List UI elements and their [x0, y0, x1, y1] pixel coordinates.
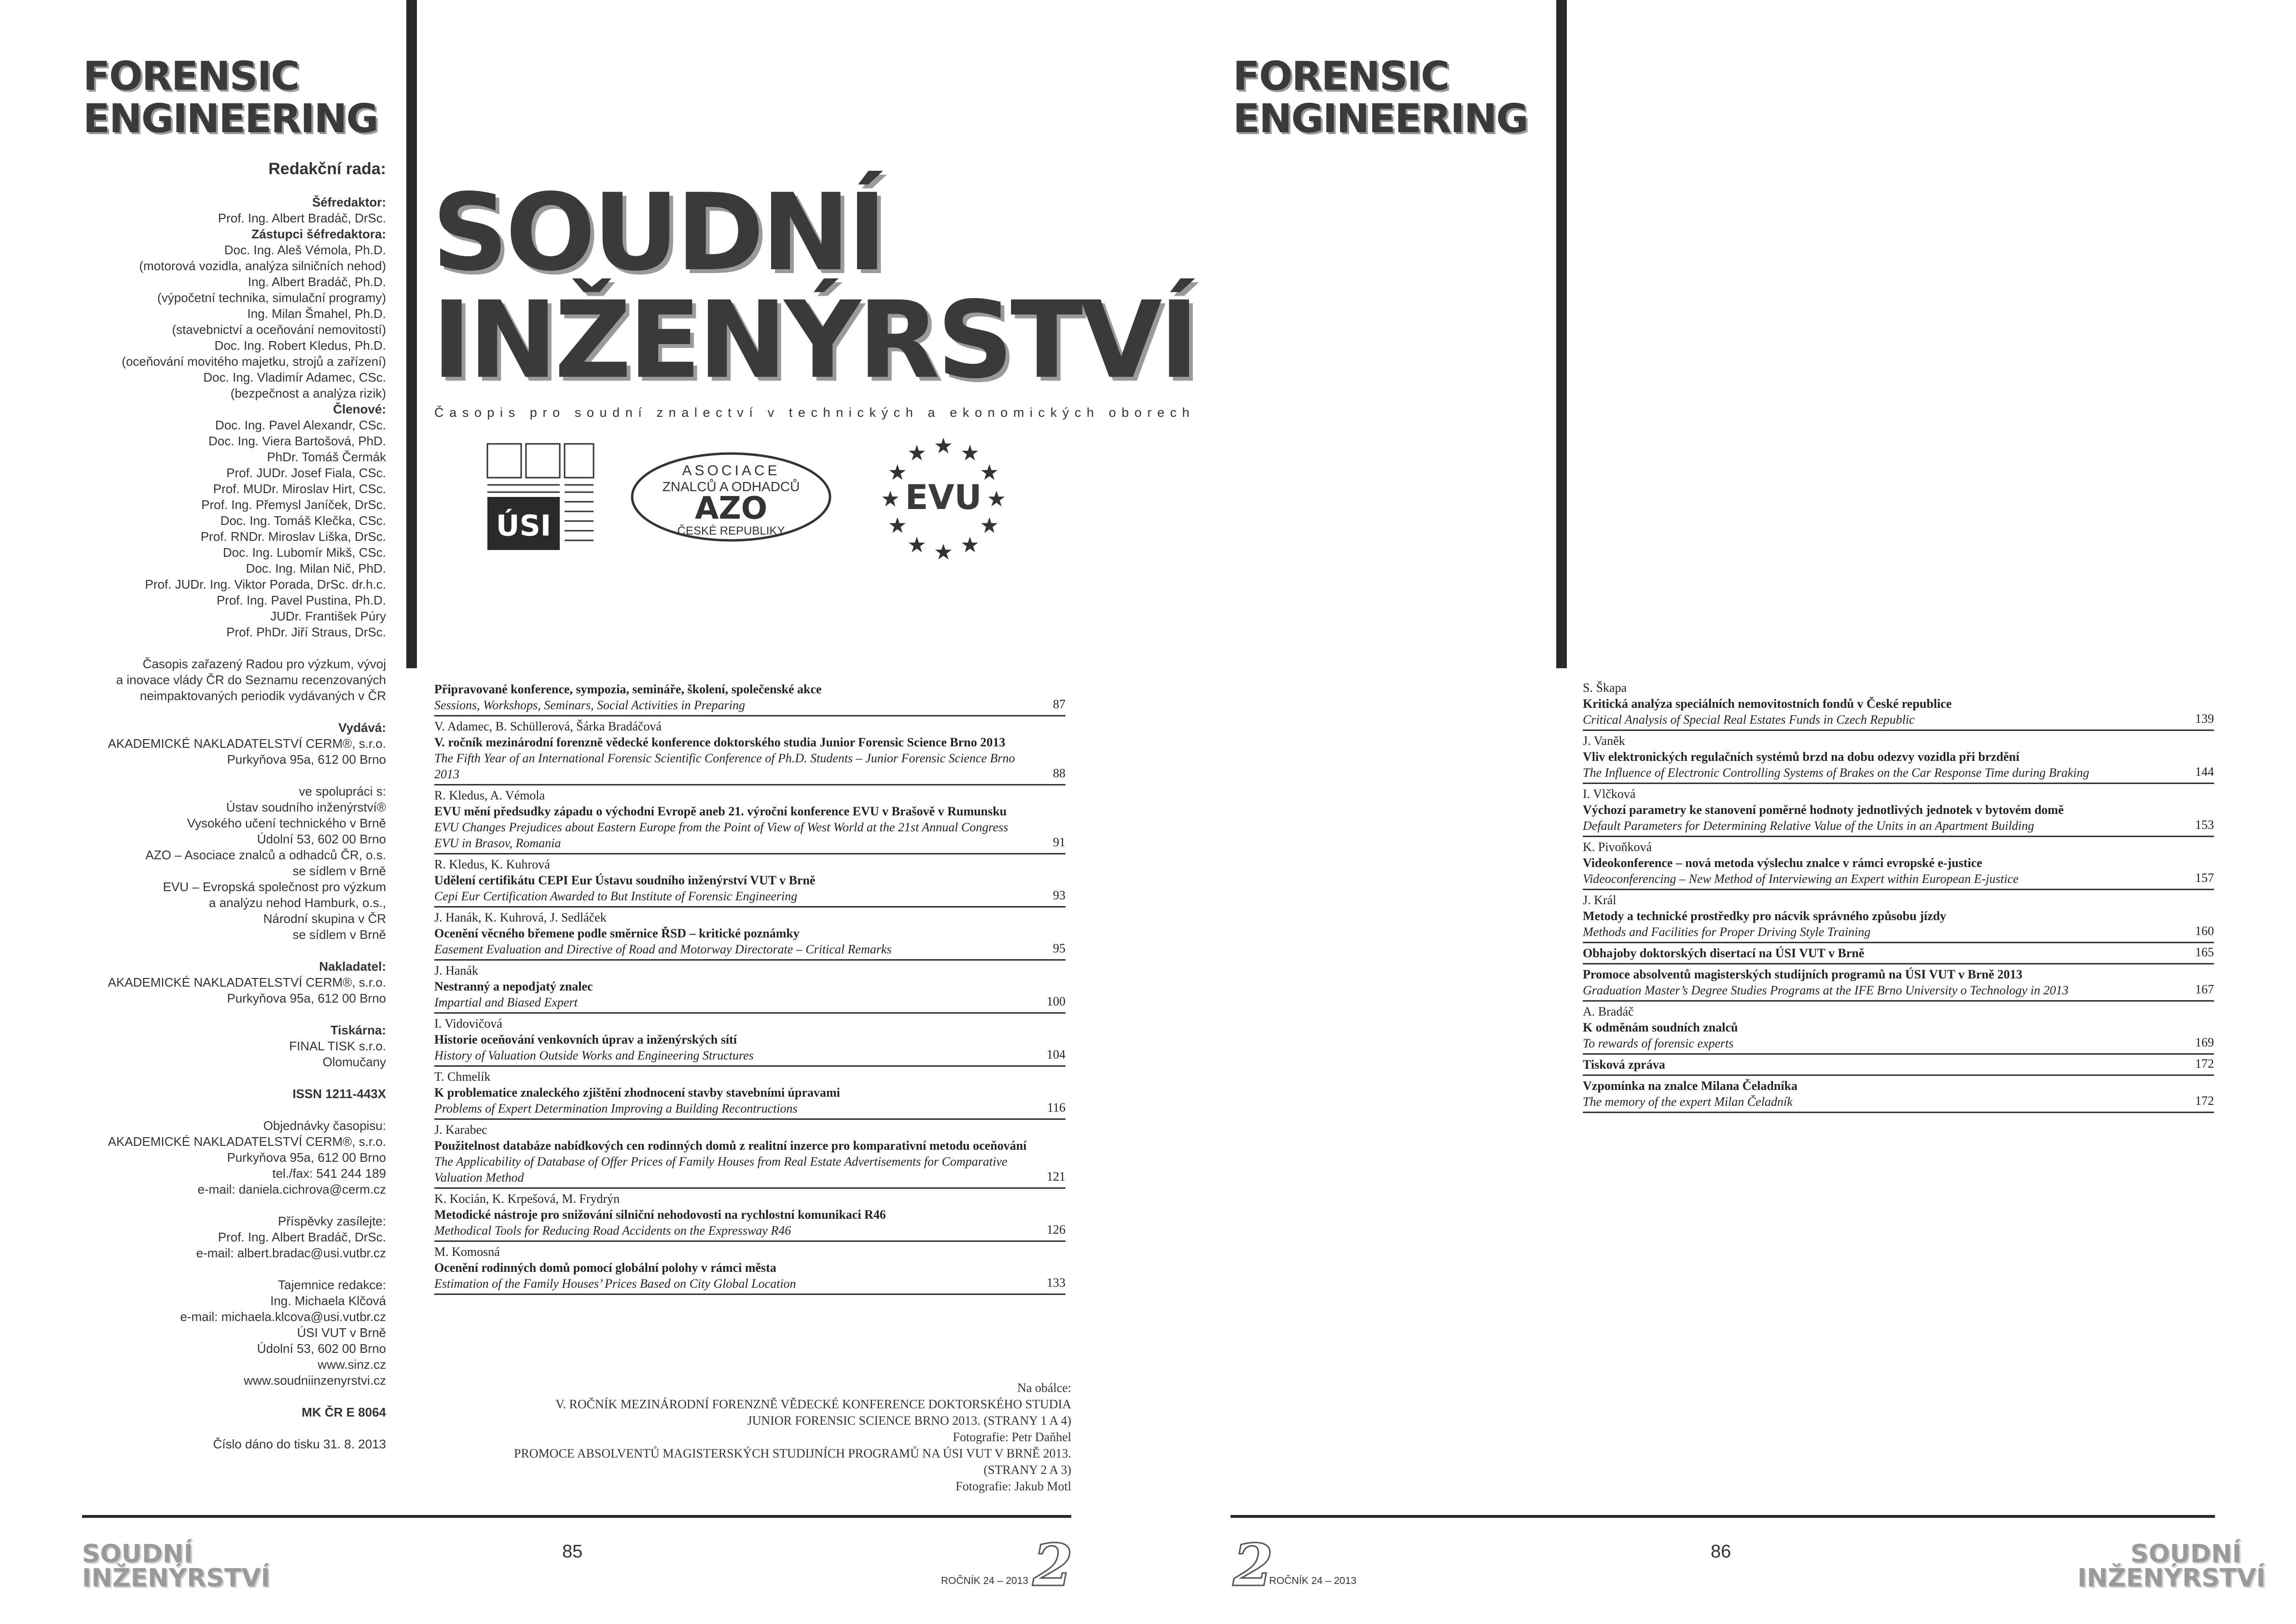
sidebar-section-label: Zástupci šéfredaktora: [251, 227, 386, 241]
sidebar-line: se sídlem v Brně [292, 927, 386, 942]
sidebar-line: www.sinz.cz [318, 1357, 386, 1372]
sidebar-line: Olomučany [322, 1055, 386, 1069]
toc-page-number: 126 [1047, 1223, 1065, 1237]
sidebar-spacer [82, 1102, 386, 1118]
sidebar-section-label: Tiskárna: [330, 1023, 386, 1037]
sidebar-spacer [82, 1261, 386, 1277]
sidebar-line: Doc. Ing. Viera Bartošová, PhD. [208, 434, 386, 448]
sidebar-spacer [82, 1070, 386, 1086]
sidebar-line: a inovace vlády ČR do Seznamu recenzovaných [116, 673, 386, 687]
sidebar-line: www.soudniinzenyrstvi.cz [244, 1373, 386, 1388]
right-brand-forensic: FORENSIC [1233, 54, 1449, 99]
evu-star-icon [889, 517, 906, 533]
sidebar-section-label: Vydává: [338, 720, 386, 735]
toc-page-number: 139 [2195, 712, 2214, 726]
azo-bottom-text: ČESKÉ REPUBLIKY [677, 524, 785, 537]
right-vertical-bar [1556, 0, 1567, 668]
toc-page-number: 116 [1047, 1101, 1065, 1115]
left-footer-brand-1: SOUDNÍ [82, 1540, 193, 1569]
sidebar-line: Prof. PhDr. Jiří Straus, DrSc. [226, 625, 386, 639]
toc-title: Historie oceňování venkovních úprav a inženýrských sítí [434, 1032, 737, 1046]
toc-title: K odměnám soudních znalců [1583, 1020, 1738, 1034]
sidebar-line: Ústav soudního inženýrství® [226, 800, 386, 814]
sidebar-spacer [82, 943, 386, 959]
sidebar-line: Vysokého učení technického v Brně [187, 816, 386, 830]
sidebar-line: Prof. Ing. Pavel Pustina, Ph.D. [216, 593, 386, 607]
toc-entry [1583, 837, 2214, 890]
right-footer-brand-1: SOUDNÍ [2130, 1540, 2241, 1569]
sidebar-line: neimpaktovaných periodik vydávaných v ČR [139, 688, 386, 703]
evu-star-icon [935, 438, 952, 454]
sidebar-line: tel./fax: 541 244 189 [272, 1166, 386, 1181]
toc-title: Udělení certifikátu CEPI Eur Ústavu soudního inženýrství VUT v Brně [434, 873, 816, 887]
sidebar-line: Ing. Michaela Klčová [270, 1294, 386, 1308]
sidebar-line: AKADEMICKÉ NAKLADATELSTVÍ CERM®, s.r.o. [108, 736, 386, 751]
toc-title: Použitelnost databáze nabídkových cen rodinných domů z realitní inzerce pro komparativní metodu oceňování [434, 1139, 1027, 1153]
toc-english-title: The Applicability of Database of Offer Prices of Family Houses from Real Estate Advertisements for Comparative Valuation Method [434, 1155, 1008, 1184]
sidebar-spacer [82, 1006, 386, 1022]
sidebar-line: Prof. MUDr. Miroslav Hirt, CSc. [213, 482, 386, 496]
sidebar-line: Doc. Ing. Aleš Vémola, Ph.D. [224, 243, 386, 257]
editorial-board-heading: Redakční rada: [268, 160, 386, 178]
sidebar-line: Doc. Ing. Robert Kledus, Ph.D. [214, 338, 386, 353]
toc-entry [1583, 943, 2214, 964]
sidebar-line: Doc. Ing. Tomáš Klečka, CSc. [220, 513, 386, 528]
toc-english-title: Methodical Tools for Reducing Road Accidents on the Expressway R46 [434, 1224, 791, 1238]
evu-star-icon [882, 491, 899, 507]
toc-entry [1583, 678, 2214, 731]
sidebar-line: (oceňování movitého majetku, strojů a zařízení) [122, 354, 386, 369]
toc-authors: R. Kledus, A. Vémola [434, 788, 545, 802]
sidebar-line: Časopis zařazený Radou pro výzkum, vývoj [142, 657, 386, 671]
right-volume-label: ROČNÍK 24 – 2013 [1269, 1575, 1356, 1586]
toc-title: Obhajoby doktorských disertací na ÚSI VUT v Brně [1583, 946, 1865, 960]
toc-entry [434, 908, 1065, 961]
sidebar-line: Prof. Ing. Albert Bradáč, DrSc. [218, 211, 386, 225]
toc-title: V. ročník mezinárodní forenzně vědecké konference doktorského studia Junior Forensic Science Brno 2013 [434, 735, 1006, 749]
journal-subtitle: Časopis pro soudní znalectví v technických a ekonomických oborech [434, 405, 1195, 420]
usi-logo-label: ÚSI [496, 509, 552, 543]
sidebar-line: a analýzu nehod Hamburk, o.s., [208, 895, 386, 910]
toc-page-number: 93 [1053, 888, 1065, 902]
left-table-of-contents [434, 679, 1065, 1295]
toc-english-title: Videoconferencing – New Method of Interviewing an Expert within European E-justice [1583, 872, 2019, 886]
toc-page-number: 169 [2195, 1035, 2214, 1049]
toc-english-title: The Fifth Year of an International Forensic Scientific Conference of Ph.D. Students – Junior Forensic Science Brno 2013 [434, 751, 1015, 781]
toc-title: Promoce absolventů magisterských studijních programů na ÚSI VUT v Brně 2013 [1583, 967, 2023, 981]
toc-english-title: The Influence of Electronic Controlling Systems of Brakes on the Car Response Time during Braking [1583, 766, 2089, 780]
left-page-number: 85 [562, 1541, 583, 1562]
azo-top-text: ASOCIACE [682, 463, 780, 479]
toc-title: Videokonference – nová metoda výslechu znalce v rámci evropské e-justice [1583, 856, 1982, 870]
sidebar-line: EVU – Evropská společnost pro výzkum [163, 880, 386, 894]
evu-star-icon [988, 491, 1005, 507]
azo-mid-text: ZNALCŮ A ODHADCŮ [662, 479, 800, 494]
sidebar-line: Údolní 53, 602 00 Brno [257, 832, 386, 846]
sidebar-spacer [82, 640, 386, 656]
toc-english-title: The memory of the expert Milan Čeladník [1583, 1095, 1793, 1109]
sidebar-line: Národní skupina v ČR [263, 911, 386, 926]
toc-page-number: 167 [2195, 982, 2214, 996]
toc-page-number: 157 [2195, 871, 2214, 885]
sidebar-line: Purkyňova 95a, 612 00 Brno [227, 991, 386, 1005]
cover-note-line: Na obálce: [1017, 1381, 1071, 1395]
toc-page-number: 87 [1053, 697, 1065, 711]
sidebar-spacer [82, 179, 386, 194]
toc-entry [434, 1014, 1065, 1067]
left-issue-number: 2 [1033, 1531, 1073, 1599]
sidebar-line: (výpočetní technika, simulační programy) [157, 290, 386, 305]
usi-logo [483, 439, 598, 555]
azo-big-text: AZO [694, 491, 768, 526]
sidebar-line: Doc. Ing. Pavel Alexandr, CSc. [215, 418, 386, 432]
toc-entry [1583, 1055, 2214, 1076]
toc-entry [1583, 1076, 2214, 1113]
sidebar-line: (stavebnictví a oceňování nemovitostí) [172, 322, 386, 337]
sidebar-line: Doc. Ing. Vladimír Adamec, CSc. [203, 370, 386, 385]
sidebar-section-label: Nakladatel: [319, 959, 386, 974]
cover-note-line: Fotografie: Jakub Motl [955, 1479, 1071, 1493]
toc-page-number: 88 [1053, 766, 1065, 780]
toc-authors: I. Vidovičová [434, 1017, 502, 1031]
toc-english-title: Critical Analysis of Special Real Estates Funds in Czech Republic [1583, 713, 1915, 727]
sidebar-line: (motorová vozidla, analýza silničních nehod) [139, 259, 386, 273]
sidebar-spacer [82, 768, 386, 784]
journal-title-line1: SOUDNÍ [432, 171, 884, 294]
toc-english-title: Estimation of the Family Houses’ Prices Based on City Global Location [434, 1277, 796, 1291]
toc-english-title: History of Valuation Outside Works and Engineering Structures [434, 1048, 754, 1062]
toc-english-title: Problems of Expert Determination Improving a Building Recontructions [434, 1101, 798, 1115]
sidebar-line: Ing. Milan Šmahel, Ph.D. [247, 306, 386, 321]
toc-title: Vliv elektronických regulačních systémů brzd na dobu odezvy vozidla při brzdění [1583, 750, 2019, 764]
toc-page-number: 172 [2195, 1057, 2214, 1071]
sidebar-line: Doc. Ing. Milan Nič, PhD. [246, 561, 386, 576]
toc-authors: A. Bradáč [1583, 1005, 1634, 1018]
sidebar-line: Ing. Albert Bradáč, Ph.D. [248, 275, 386, 289]
toc-english-title: Cepi Eur Certification Awarded to But Institute of Forensic Engineering [434, 889, 798, 903]
evu-label: EVU [905, 478, 982, 517]
sidebar-line: JUDr. František Púry [270, 609, 386, 623]
toc-english-title: Graduation Master’s Degree Studies Programs at the IFE Brno University o Technology in 2013 [1583, 983, 2069, 997]
cover-note-line: JUNIOR FORENSIC SCIENCE BRNO 2013. (STRANY 1 A 4) [747, 1414, 1071, 1428]
evu-star-icon [981, 464, 997, 480]
toc-page-number: 153 [2195, 818, 2214, 832]
toc-page-number: 172 [2195, 1094, 2214, 1108]
right-footer-brand-2: INŽENÝRSTVÍ [2077, 1564, 2266, 1593]
sidebar-section-label: MK ČR E 8064 [302, 1405, 386, 1419]
sidebar-spacer [82, 1389, 386, 1404]
toc-entry [434, 961, 1065, 1014]
evu-star-icon [889, 464, 906, 480]
right-footer-rule [1231, 1515, 2215, 1518]
toc-authors: M. Komosná [434, 1245, 500, 1259]
right-page-number: 86 [1711, 1541, 1731, 1562]
sidebar-line: PhDr. Tomáš Čermák [267, 450, 386, 464]
sidebar-line: Příspěvky zasílejte: [278, 1214, 386, 1228]
right-issue-number: 2 [1233, 1531, 1273, 1599]
toc-english-title: Default Parameters for Determining Relative Value of the Units in an Apartment Building [1583, 819, 2034, 833]
toc-page-number: 133 [1047, 1276, 1065, 1290]
toc-title: Výchozí parametry ke stanovení poměrné hodnoty jednotlivých jednotek v bytovém domě [1583, 803, 2064, 817]
sidebar-line: Prof. JUDr. Ing. Viktor Porada, DrSc. dr.h.c. [145, 577, 386, 592]
toc-page-number: 104 [1047, 1047, 1065, 1061]
toc-english-title: To rewards of forensic experts [1583, 1036, 1734, 1050]
toc-entry [1583, 1002, 2214, 1055]
toc-authors: K. Kocián, K. Krpešová, M. Frydrýn [434, 1192, 620, 1206]
left-brand-forensic: FORENSIC [83, 54, 299, 99]
editorial-board-sidebar [82, 159, 386, 1452]
sidebar-line: Purkyňova 95a, 612 00 Brno [227, 1150, 386, 1165]
toc-authors: J. Hanák, K. Kuhrová, J. Sedláček [434, 910, 607, 924]
toc-title: K problematice znaleckého zjištění zhodnocení stavby stavebními úpravami [434, 1086, 840, 1100]
toc-page-number: 91 [1053, 835, 1065, 849]
sidebar-line: Doc. Ing. Lubomír Mikš, CSc. [222, 545, 386, 560]
sidebar-spacer [82, 1197, 386, 1213]
sidebar-line: AZO – Asociace znalců a odhadců ČR, o.s. [145, 848, 386, 862]
toc-authors: J. Karabec [434, 1123, 487, 1137]
evu-star-icon [909, 537, 925, 552]
toc-entry [1583, 784, 2214, 837]
sidebar-line: ÚSI VUT v Brně [297, 1325, 386, 1340]
toc-authors: J. Král [1583, 893, 1617, 907]
left-vertical-bar [406, 0, 417, 668]
sidebar-line: Prof. Ing. Přemysl Janíček, DrSc. [201, 497, 386, 512]
sidebar-line: e-mail: daniela.cichrova@cerm.cz [197, 1182, 386, 1197]
toc-entry [434, 1120, 1065, 1189]
left-footer-rule [82, 1515, 1071, 1518]
toc-english-title: EVU Changes Prejudices about Eastern Europe from the Point of View of West World at the 21st Annual Congress EVU in Brasov, Romania [434, 820, 1009, 850]
toc-authors: T. Chmelík [434, 1070, 491, 1084]
toc-page-number: 165 [2195, 945, 2214, 959]
sidebar-line: Prof. JUDr. Josef Fiala, CSc. [226, 466, 386, 480]
toc-title: Ocenění věcného břemene podle směrnice ŘSD – kritické poznámky [434, 926, 800, 940]
toc-authors: V. Adamec, B. Schüllerová, Šárka Bradáčová [434, 719, 662, 733]
sidebar-line: FINAL TISK s.r.o. [289, 1039, 386, 1053]
toc-entry [434, 679, 1065, 716]
toc-authors: K. Pivoňková [1583, 840, 1652, 854]
journal-title-line2: INŽENÝRSTVÍ [432, 278, 1196, 402]
evu-star-icon [981, 517, 997, 533]
left-footer-brand-2: INŽENÝRSTVÍ [82, 1564, 270, 1593]
sidebar-line: Prof. Ing. Albert Bradáč, DrSc. [218, 1230, 386, 1244]
toc-english-title: Methods and Facilities for Proper Driving Style Training [1583, 925, 1871, 939]
toc-entry [434, 854, 1065, 908]
toc-page-number: 95 [1053, 941, 1065, 955]
toc-page-number: 160 [2195, 924, 2214, 938]
toc-english-title: Sessions, Workshops, Seminars, Social Activities in Preparing [434, 698, 745, 712]
evu-logo [878, 434, 1009, 564]
cover-note-line: Fotografie: Petr Daňhel [953, 1430, 1071, 1444]
toc-page-number: 100 [1047, 994, 1065, 1008]
toc-page-number: 121 [1047, 1170, 1065, 1184]
toc-entry [434, 785, 1065, 854]
right-brand-engineering: ENGINEERING [1233, 96, 1528, 142]
toc-authors: S. Škapa [1583, 681, 1627, 695]
evu-star-icon [909, 445, 925, 461]
sidebar-line: AKADEMICKÉ NAKLADATELSTVÍ CERM®, s.r.o. [108, 1134, 386, 1149]
cover-note-line: (STRANY 2 A 3) [983, 1463, 1071, 1477]
toc-entry [434, 716, 1065, 785]
evu-star-icon [935, 544, 952, 560]
sidebar-line: se sídlem v Brně [292, 864, 386, 878]
sidebar-line: e-mail: albert.bradac@usi.vutbr.cz [196, 1246, 386, 1260]
toc-title: Tisková zpráva [1583, 1058, 1665, 1072]
sidebar-line: e-mail: michaela.klcova@usi.vutbr.cz [180, 1309, 386, 1324]
toc-entry [1583, 964, 2214, 1002]
toc-entry [434, 1242, 1065, 1295]
toc-entry [1583, 890, 2214, 943]
toc-title: Nestranný a nepodjatý znalec [434, 979, 593, 993]
toc-title: Metody a technické prostředky pro nácvik správného způsobu jízdy [1583, 909, 1947, 923]
sidebar-spacer [82, 1420, 386, 1436]
sidebar-line: Prof. RNDr. Miroslav Liška, DrSc. [200, 529, 386, 544]
toc-title: Vzpomínka na znalce Milana Čeladníka [1583, 1079, 1798, 1093]
toc-title: EVU mění předsudky západu o východní Evropě aneb 21. výroční konference EVU v Brašově v Rumunsku [434, 804, 1007, 818]
toc-authors: I. Vlčková [1583, 787, 1636, 801]
toc-authors: J. Vaněk [1583, 734, 1625, 748]
sidebar-section-label: Členové: [333, 402, 386, 416]
sidebar-section-label: Šéfredaktor: [312, 195, 386, 209]
sidebar-spacer [82, 704, 386, 720]
toc-entry [1583, 731, 2214, 784]
sidebar-line: Údolní 53, 602 00 Brno [257, 1341, 386, 1356]
toc-title: Metodické nástroje pro snižování silniční nehodovosti na rychlostní komunikaci R46 [434, 1208, 886, 1222]
left-brand-engineering: ENGINEERING [83, 96, 378, 142]
toc-title: Připravované konference, sympozia, semináře, školení, společenské akce [434, 682, 822, 696]
cover-note-line: PROMOCE ABSOLVENTŮ MAGISTERSKÝCH STUDIJNÍCH PROGRAMŮ NA ÚSI VUT V BRNĚ 2013. [513, 1446, 1071, 1460]
sidebar-line: Purkyňova 95a, 612 00 Brno [227, 752, 386, 767]
sidebar-line: ve spolupráci s: [299, 784, 386, 798]
toc-entry [434, 1067, 1065, 1120]
sidebar-section-label: ISSN 1211-443X [292, 1087, 386, 1101]
toc-authors: R. Kledus, K. Kuhrová [434, 857, 550, 871]
sidebar-line: Objednávky časopisu: [263, 1118, 386, 1133]
sidebar-line: Číslo dáno do tisku 31. 8. 2013 [213, 1437, 386, 1451]
toc-authors: J. Hanák [434, 963, 478, 977]
cover-note-line: V. ROČNÍK MEZINÁRODNÍ FORENZNĚ VĚDECKÉ KONFERENCE DOKTORSKÉHO STUDIA [555, 1397, 1071, 1411]
left-volume-label: ROČNÍK 24 – 2013 [941, 1575, 1028, 1586]
cover-note [434, 1380, 1071, 1495]
evu-star-icon [962, 445, 978, 461]
sidebar-line: (bezpečnost a analýza rizik) [230, 386, 386, 400]
sidebar-line: Tajemnice redakce: [278, 1278, 386, 1292]
toc-title: Ocenění rodinných domů pomocí globální polohy v rámci města [434, 1261, 776, 1275]
azo-logo [627, 449, 835, 545]
sidebar-line: AKADEMICKÉ NAKLADATELSTVÍ CERM®, s.r.o. [108, 975, 386, 990]
toc-page-number: 144 [2195, 765, 2214, 779]
toc-entry [434, 1189, 1065, 1242]
evu-star-icon [962, 537, 978, 552]
toc-english-title: Easement Evaluation and Directive of Road and Motorway Directorate – Critical Remarks [434, 942, 892, 956]
right-table-of-contents [1583, 678, 2214, 1113]
toc-english-title: Impartial and Biased Expert [434, 995, 578, 1009]
toc-title: Kritická analýza speciálních nemovitostních fondů v České republice [1583, 697, 1952, 711]
